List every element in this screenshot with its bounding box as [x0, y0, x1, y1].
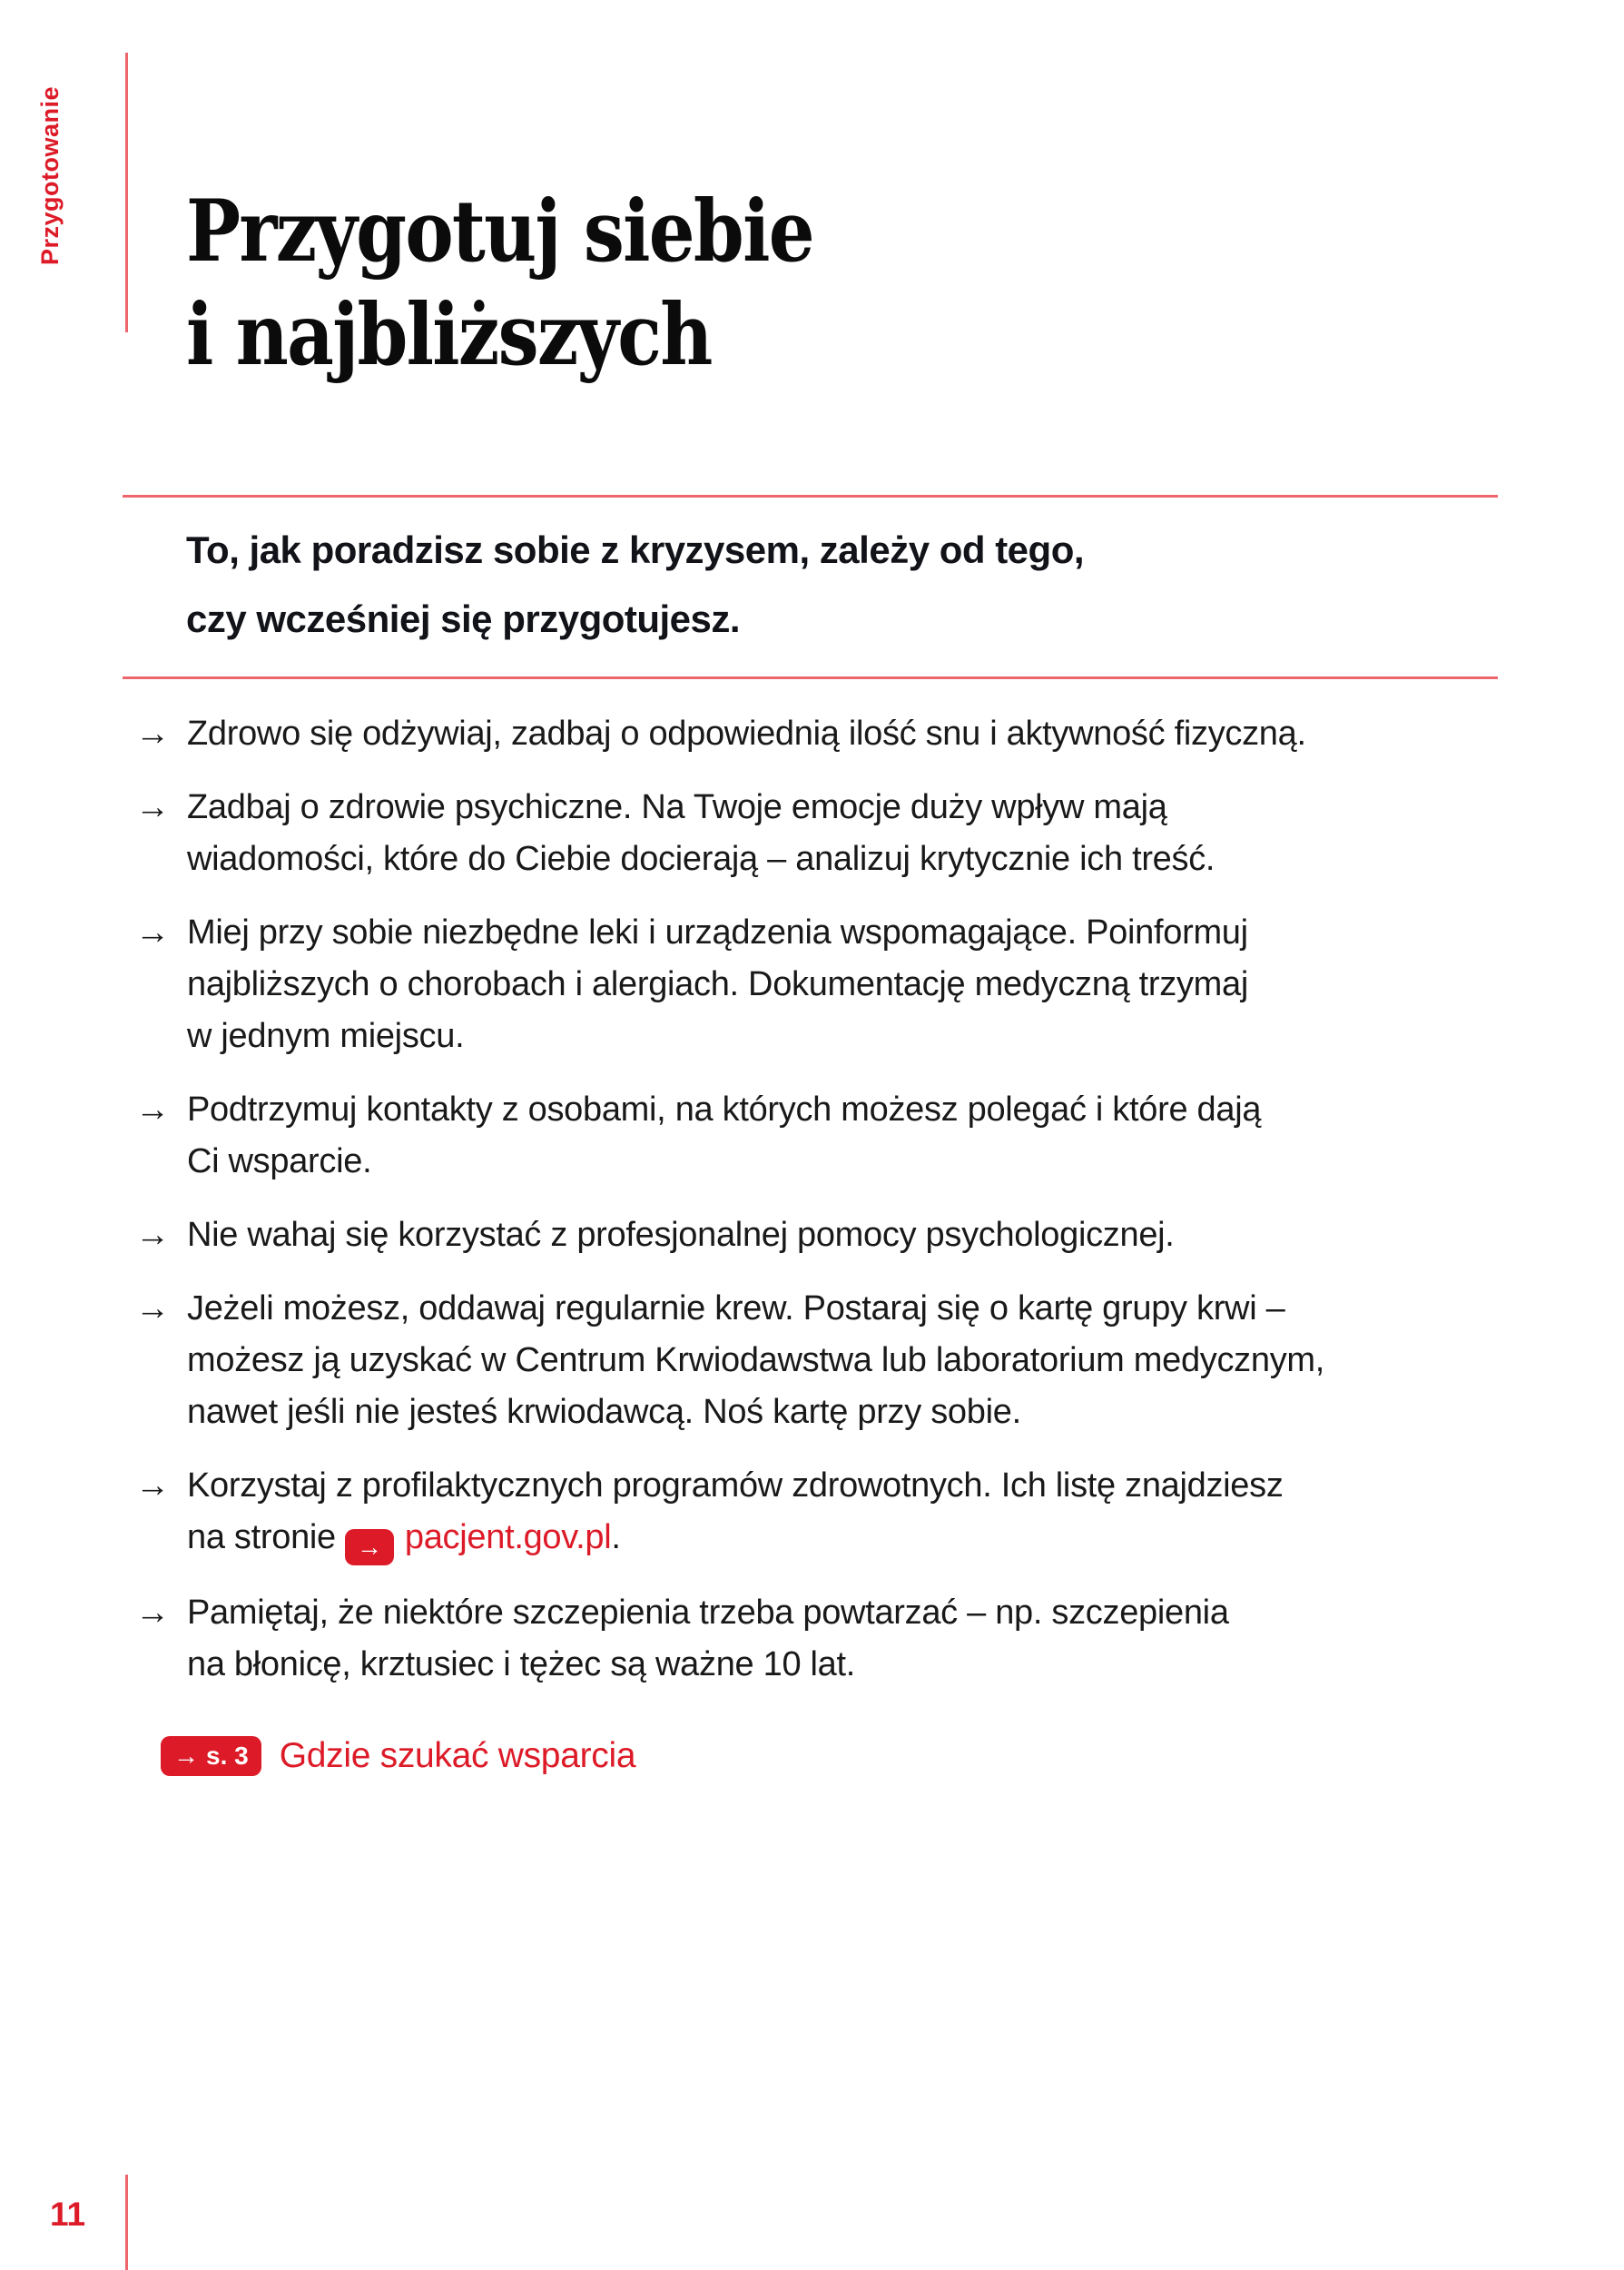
- list-item-line-with-link: [187, 1512, 1498, 1565]
- crossref-page-ref: s. 3: [206, 1742, 249, 1770]
- crossref-link[interactable]: [161, 1736, 1498, 1776]
- list-item: [123, 1283, 1498, 1438]
- list-item-line: Ci wsparcie.: [187, 1142, 372, 1180]
- tips-list: [123, 708, 1498, 1776]
- list-item-line: Miej przy sobie niezbędne leki i urządzenia wspomagające. Poinformuj: [187, 913, 1248, 952]
- list-item-line: wiadomości, które do Ciebie docierają – analizuj krytycznie ich treść.: [187, 840, 1216, 878]
- list-item-line: Nie wahaj się korzystać z profesjonalnej pomocy psychologicznej.: [187, 1216, 1175, 1254]
- list-item-line: najbliższych o chorobach i alergiach. Dokumentację medyczną trzymaj: [187, 965, 1248, 1003]
- arrow-bullet-icon: →: [135, 715, 170, 753]
- divider-bottom: [123, 676, 1498, 679]
- list-item-text: [187, 1283, 1498, 1438]
- list-item: [123, 1587, 1498, 1691]
- list-item-text: [187, 1460, 1498, 1565]
- list-item-text: [187, 782, 1498, 885]
- list-item-line: nawet jeśli nie jesteś krwiodawcą. Noś kartę przy sobie.: [187, 1393, 1021, 1431]
- arrow-bullet-icon: →: [135, 1289, 170, 1327]
- list-item-text: [187, 708, 1498, 760]
- list-item: [123, 1209, 1498, 1261]
- list-item-text: [187, 1084, 1498, 1188]
- list-item: [123, 1460, 1498, 1565]
- arrow-bullet-icon: →: [135, 1091, 170, 1129]
- margin-rule-bottom: [125, 2175, 128, 2270]
- pacjent-gov-pl-link[interactable]: [336, 1518, 612, 1561]
- arrow-bullet-icon: →: [135, 1216, 170, 1254]
- list-item-text: [187, 1209, 1498, 1261]
- arrow-bullet-icon: →: [135, 1466, 170, 1505]
- link-arrow-icon[interactable]: →: [345, 1529, 394, 1565]
- list-item-line: Korzystaj z profilaktycznych programów zdrowotnych. Ich listę znajdziesz: [187, 1466, 1284, 1505]
- list-item-line: możesz ją uzyskać w Centrum Krwiodawstwa lub laboratorium medycznym,: [187, 1341, 1325, 1379]
- divider-top: [123, 495, 1498, 498]
- lead-line-1: To, jak poradzisz sobie z kryzysem, zależy od tego,: [186, 528, 1085, 571]
- link-text[interactable]: pacjent.gov.pl: [404, 1518, 612, 1556]
- list-item: [123, 782, 1498, 885]
- arrow-bullet-icon: →: [135, 788, 170, 826]
- list-item: [123, 708, 1498, 760]
- list-item: [123, 1084, 1498, 1188]
- margin-rule-top: [125, 53, 128, 332]
- page-number: 11: [50, 2196, 86, 2233]
- list-item-line: w jednym miejscu.: [187, 1017, 465, 1055]
- page-title-line-2: i najbliższych: [186, 285, 712, 385]
- list-item-line: Zdrowo się odżywiaj, zadbaj o odpowiednią ilość snu i aktywność fizyczną.: [187, 715, 1306, 753]
- list-item-text: [187, 1587, 1498, 1691]
- link-suffix-text: .: [611, 1518, 621, 1556]
- arrow-bullet-icon: →: [135, 913, 170, 952]
- lead-paragraph: [186, 516, 1084, 654]
- list-item-line: Pamiętaj, że niektóre szczepienia trzeba powtarzać – np. szczepienia: [187, 1594, 1229, 1632]
- section-label-vertical: Przygotowanie: [36, 86, 64, 266]
- list-item-line: Podtrzymuj kontakty z osobami, na których możesz polegać i które dają: [187, 1091, 1262, 1129]
- list-item-line: Zadbaj o zdrowie psychiczne. Na Twoje emocje duży wpływ mają: [187, 788, 1167, 826]
- crossref-page-badge[interactable]: [161, 1736, 261, 1776]
- crossref-label[interactable]: Gdzie szukać wsparcia: [279, 1736, 636, 1775]
- lead-line-2: czy wcześniej się przygotujesz.: [186, 597, 741, 640]
- link-prefix-text: na stronie: [187, 1518, 336, 1556]
- page-title: [186, 180, 924, 387]
- list-item-line: na błonicę, krztusiec i tężec są ważne 10 lat.: [187, 1645, 856, 1683]
- page-title-line-1: Przygotuj siebie: [186, 182, 813, 281]
- list-item-line: Jeżeli możesz, oddawaj regularnie krew. Postaraj się o kartę grupy krwi –: [187, 1289, 1285, 1327]
- list-item-text: [187, 907, 1498, 1062]
- arrow-bullet-icon: →: [135, 1594, 170, 1632]
- crossref-arrow-icon: →: [173, 1742, 199, 1770]
- list-item: [123, 907, 1498, 1062]
